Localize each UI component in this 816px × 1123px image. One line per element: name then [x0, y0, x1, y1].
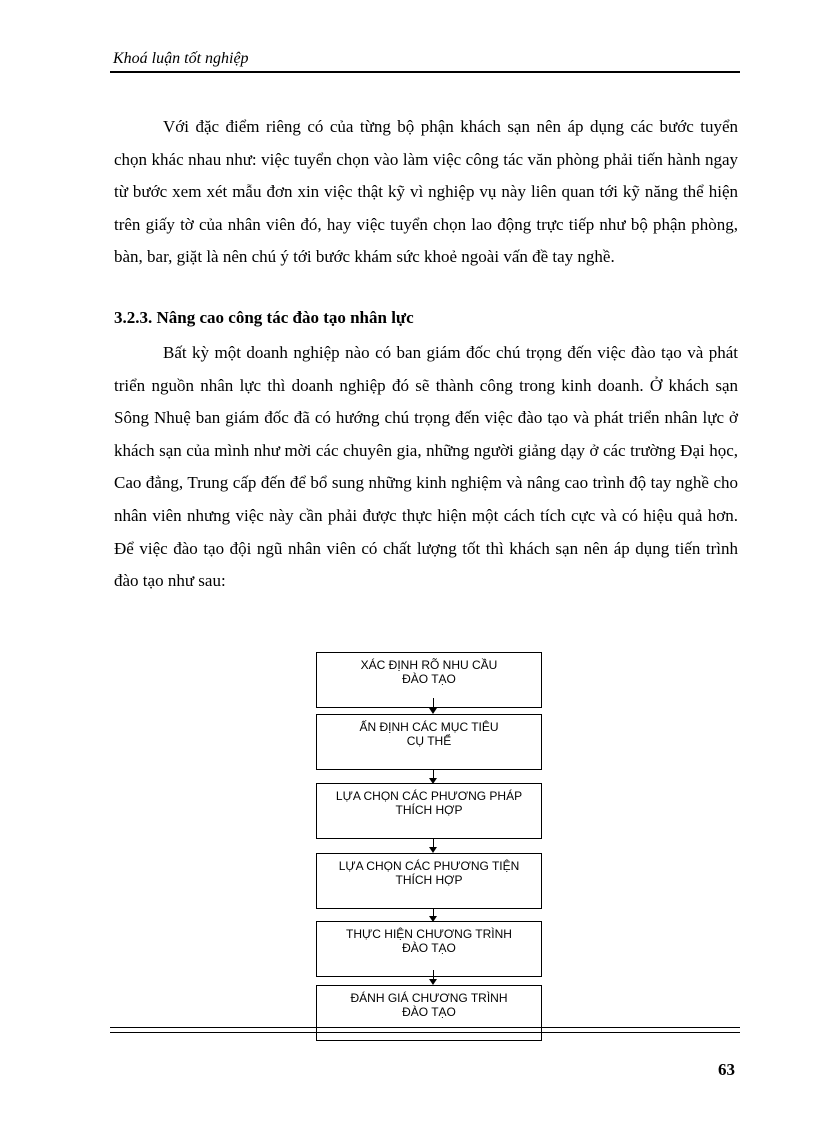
flowchart-step-6-line2: ĐÀO TẠO — [402, 1005, 456, 1019]
flowchart-arrow-1 — [433, 698, 434, 708]
flowchart-step-4 — [316, 853, 542, 909]
flowchart-step-3 — [316, 783, 542, 839]
footer-rule-bottom — [110, 1032, 740, 1033]
flowchart-step-5-line2: ĐÀO TẠO — [402, 941, 456, 955]
flowchart-step-4-line2: THÍCH HỢP — [395, 873, 463, 887]
flowchart-step-1 — [316, 652, 542, 708]
flowchart-step-1-line2: ĐÀO TẠO — [402, 672, 456, 686]
body-paragraph-1: Với đặc điểm riêng có của từng bộ phận khách sạn nên áp dụng các bước tuyển chọn khác nhau như: việc tuyển chọn vào làm việc công tác văn phòng phải tiến hành ngay từ bước xem xét mẫu đơn xin việc thật kỹ vì nghiệp vụ này liên quan tới kỹ năng thể hiện trên giấy tờ của nhân viên đó, hay việc tuyển chọn lao động trực tiếp như bộ phận phòng, bàn, bar, giặt là nên chú ý tới bước khám sức khoẻ ngoài vấn đề tay nghề. — [114, 117, 738, 267]
flowchart-arrow-2 — [433, 770, 434, 778]
flowchart-step-6-line1: ĐÁNH GIÁ CHƯƠNG TRÌNH — [350, 991, 508, 1005]
flowchart-step-1-line1: XÁC ĐỊNH RÕ NHU CẦU — [360, 658, 498, 672]
body-paragraph-2: Bất kỳ một doanh nghiệp nào có ban giám đốc chú trọng đến việc đào tạo và phát triển nguồn nhân lực thì doanh nghiệp đó sẽ thành công trong kinh doanh. Ở khách sạn Sông Nhuệ ban giám đốc đã có hướng chú trọng đến việc đào tạo và phát triển nhân lực ở khách sạn của mình như mời các chuyên gia, những người giảng dạy ở các trường Đại học, Cao đẳng, Trung cấp đến để bổ sung những kinh nghiệm và nâng cao trình độ tay nghề cho nhân viên nhưng việc này cần phải được thực hiện một cách tích cực và có hiệu quả hơn. Để việc đào tạo đội ngũ nhân viên có chất lượng tốt thì khách sạn nên áp dụng tiến trình đào tạo như sau: — [114, 343, 738, 591]
flowchart-step-5-line1: THỰC HIỆN CHƯƠNG TRÌNH — [346, 927, 512, 941]
page-number: 63 — [718, 1060, 735, 1079]
flowchart-step-2-line2: CỤ THỂ — [406, 734, 452, 748]
flowchart-step-3-line1: LỰA CHỌN CÁC PHƯƠNG PHÁP — [335, 789, 523, 803]
flowchart-step-2-line1: ẤN ĐỊNH CÁC MỤC TIÊU — [359, 720, 499, 734]
flowchart-step-2 — [316, 714, 542, 770]
flowchart-step-3-line2: THÍCH HỢP — [395, 803, 463, 817]
flowchart-step-5 — [316, 921, 542, 977]
section-heading: 3.2.3. Nâng cao công tác đào tạo nhân lực — [114, 308, 414, 327]
flowchart-step-4-line1: LỰA CHỌN CÁC PHƯƠNG TIỆN — [338, 859, 520, 873]
header-title: Khoá luận tốt nghiệp — [113, 50, 249, 67]
footer-rule-top — [110, 1027, 740, 1028]
flowchart-arrow-5 — [433, 970, 434, 979]
